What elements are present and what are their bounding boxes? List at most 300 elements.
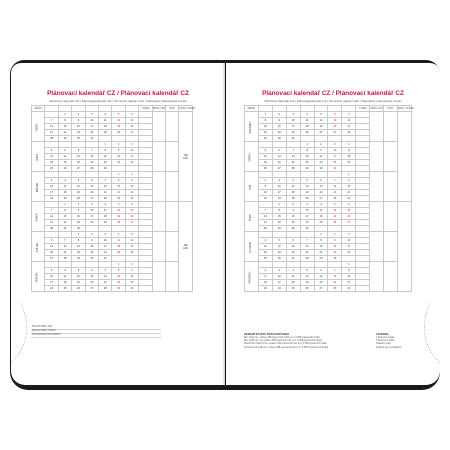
day-cell: 19 xyxy=(272,250,286,256)
day-cell: 20 xyxy=(314,190,328,196)
day-cell: 21 xyxy=(99,190,112,196)
month-label xyxy=(32,172,45,202)
day-cell: 22 xyxy=(314,250,328,256)
day-cell: 6 xyxy=(272,148,286,154)
day-cell: 3 xyxy=(85,112,98,118)
day-cell: 6 xyxy=(85,178,98,184)
hours-cell xyxy=(166,232,179,262)
day-cell: 20 xyxy=(272,160,286,166)
day-cell: 12 xyxy=(300,274,314,280)
day-cell: 6 xyxy=(72,148,85,154)
day-cell: 19 xyxy=(72,280,85,286)
day-cell: 7 xyxy=(286,148,300,154)
day-cell: 13 xyxy=(85,274,98,280)
day-cell: 14 xyxy=(45,214,58,220)
day-cell: 5 xyxy=(112,202,125,208)
day-cell: 7 xyxy=(85,148,98,154)
day-cell: 11 xyxy=(58,274,71,280)
quarter-value: 488 xyxy=(183,153,188,157)
day-cell: 4 xyxy=(58,268,71,274)
day-cell: 9 xyxy=(328,238,342,244)
day-cell: 22 xyxy=(272,220,286,226)
hours-cell xyxy=(166,262,179,292)
day-cell: 7 xyxy=(328,268,342,274)
day-cell: 26 xyxy=(314,130,328,136)
day-cell: 5 xyxy=(314,112,328,118)
day-cell: 25 xyxy=(286,196,300,202)
day-cell: 20 xyxy=(125,214,138,220)
month-name: LISTOPAD xyxy=(249,241,252,253)
day-cell: 26 xyxy=(300,286,314,292)
day-cell: 10 xyxy=(45,184,58,190)
day-cell: 25 xyxy=(99,220,112,226)
day-cell: 8 xyxy=(72,238,85,244)
day-cell: 29 xyxy=(314,256,328,262)
day-cell: 31 xyxy=(85,136,98,142)
day-cell: 25 xyxy=(99,130,112,136)
day-cell: 30 xyxy=(314,166,328,172)
day-cell: 1 xyxy=(258,112,272,118)
hours-cell xyxy=(166,202,179,232)
day-cell: 15 xyxy=(72,244,85,250)
day-cell: 12 xyxy=(72,274,85,280)
working-hours-notes xyxy=(244,333,364,350)
day-cell: 21 xyxy=(342,124,356,130)
day-cell: 21 xyxy=(328,190,342,196)
day-cell: 27 xyxy=(125,130,138,136)
day-cell: 18 xyxy=(258,250,272,256)
day-cell: 22 xyxy=(112,280,125,286)
day-cell: 8 xyxy=(258,118,272,124)
month-name: SRPEN xyxy=(249,153,252,161)
day-cell: 30 xyxy=(328,256,342,262)
column-header: TÝDEN xyxy=(139,106,152,112)
day-cell: 12 xyxy=(58,154,71,160)
day-cell: 20 xyxy=(342,214,356,220)
day-cell: 12 xyxy=(125,238,138,244)
month-label xyxy=(32,262,45,292)
day-cell: 13 xyxy=(272,154,286,160)
work-days-cell xyxy=(152,112,165,142)
day-cell: 3 xyxy=(272,178,286,184)
day-cell: 10 xyxy=(85,118,98,124)
day-cell: 2 xyxy=(125,172,138,178)
column-header: PRAC. HODIN xyxy=(397,107,414,110)
day-cell: 13 xyxy=(125,208,138,214)
day-cell: 11 xyxy=(58,184,71,190)
day-cell: 4 xyxy=(45,148,58,154)
work-days-cell xyxy=(152,202,165,232)
day-cell: 11 xyxy=(314,208,328,214)
month-name: ŘÍJEN xyxy=(249,213,252,221)
day-cell: 23 xyxy=(72,130,85,136)
day-cell: 19 xyxy=(112,214,125,220)
day-cell: 29 xyxy=(342,286,356,292)
day-cell: 16 xyxy=(112,154,125,160)
day-cell: 19 xyxy=(72,190,85,196)
day-cell: 4 xyxy=(286,268,300,274)
day-cell: 26 xyxy=(272,256,286,262)
day-cell: 31 xyxy=(286,136,300,142)
day-cell: 6 xyxy=(314,268,328,274)
quarter-hours-cell xyxy=(397,112,411,202)
day-cell: 18 xyxy=(314,214,328,220)
day-cell: 10 xyxy=(45,274,58,280)
day-cell: 23 xyxy=(314,160,328,166)
day-cell: 12 xyxy=(258,154,272,160)
day-cell: 27 xyxy=(45,256,58,262)
day-cell: 6 xyxy=(314,178,328,184)
day-cell: 8 xyxy=(58,118,71,124)
day-cell: 14 xyxy=(99,184,112,190)
day-cell: 20 xyxy=(286,250,300,256)
day-cell: 18 xyxy=(45,160,58,166)
day-cell: 16 xyxy=(272,124,286,130)
day-cell: 31 xyxy=(300,226,314,232)
column-header: MĚSÍC xyxy=(245,106,259,112)
day-cell: 8 xyxy=(300,148,314,154)
day-cell: 24 xyxy=(328,160,342,166)
day-cell: 14 xyxy=(286,154,300,160)
day-cell: 15 xyxy=(300,154,314,160)
day-cell: 22 xyxy=(112,190,125,196)
day-cell: 30 xyxy=(125,196,138,202)
decorative-dots-right xyxy=(380,293,440,383)
day-cell: 26 xyxy=(258,166,272,172)
day-cell: 27 xyxy=(314,196,328,202)
day-cell: 13 xyxy=(45,244,58,250)
day-cell: 31 xyxy=(99,256,112,262)
day-cell: 23 xyxy=(328,250,342,256)
column-header: TÝDEN xyxy=(356,106,370,112)
day-cell: 25 xyxy=(112,250,125,256)
month-name: LEDEN xyxy=(36,123,39,131)
day-cell: 25 xyxy=(314,220,328,226)
quarter-hours-cell xyxy=(179,202,193,292)
day-cell: 10 xyxy=(328,148,342,154)
month-name: ČERVEN xyxy=(36,272,39,282)
day-cell: 8 xyxy=(112,268,125,274)
day-cell: 21 xyxy=(328,280,342,286)
day-cell: 29 xyxy=(300,166,314,172)
hours-cell xyxy=(384,172,398,202)
day-cell: 2 xyxy=(125,262,138,268)
day-cell: 7 xyxy=(300,238,314,244)
day-cell: 5 xyxy=(58,148,71,154)
day-cell: 11 xyxy=(286,184,300,190)
day-cell: 29 xyxy=(72,256,85,262)
day-cell: 9 xyxy=(286,208,300,214)
day-cell: 10 xyxy=(286,118,300,124)
hours-cell xyxy=(166,172,179,202)
day-cell: 8 xyxy=(342,178,356,184)
legend-item: 1 Pracovní neděle xyxy=(376,340,395,343)
day-cell: 27 xyxy=(342,220,356,226)
day-cell: 19 xyxy=(58,160,71,166)
work-days-cell xyxy=(370,112,384,142)
legend-heading: LEGENDA xyxy=(376,333,389,336)
day-cell: 22 xyxy=(258,130,272,136)
day-cell: 17 xyxy=(99,244,112,250)
day-cell: 3 xyxy=(125,142,138,148)
day-cell: 29 xyxy=(258,136,272,142)
day-cell: 8 xyxy=(272,208,286,214)
day-cell: 29 xyxy=(342,196,356,202)
month-label xyxy=(245,112,259,142)
day-cell: 22 xyxy=(300,160,314,166)
day-cell: 1 xyxy=(112,172,125,178)
work-days-cell xyxy=(152,262,165,292)
day-cell: 21 xyxy=(300,250,314,256)
calendar-table-h2 xyxy=(244,105,412,292)
day-cell: 21 xyxy=(45,130,58,136)
day-cell: 17 xyxy=(85,124,98,130)
day-cell: 9 xyxy=(85,238,98,244)
day-cell: 17 xyxy=(328,154,342,160)
column-header: PRAC. DNÍ xyxy=(152,107,165,110)
day-cell: 6 xyxy=(342,202,356,208)
day-cell: 19 xyxy=(258,160,272,166)
day-cell: 28 xyxy=(328,196,342,202)
day-cell: 9 xyxy=(72,118,85,124)
day-cell: 7 xyxy=(342,112,356,118)
month-label xyxy=(32,232,45,262)
month-name: PROSINEC xyxy=(249,271,252,283)
day-cell: 27 xyxy=(286,256,300,262)
summary-label: PRACOVNÍCH HODIN xyxy=(31,329,161,333)
day-cell: 30 xyxy=(72,226,85,232)
work-days-cell xyxy=(370,172,384,202)
day-cell: 14 xyxy=(342,118,356,124)
day-cell: 16 xyxy=(85,244,98,250)
day-cell: 27 xyxy=(328,130,342,136)
day-cell: 15 xyxy=(272,214,286,220)
day-cell: 1 xyxy=(342,262,356,268)
day-cell: 17 xyxy=(272,280,286,286)
day-cell: 23 xyxy=(112,160,125,166)
hours-cell xyxy=(166,142,179,172)
day-cell: 11 xyxy=(99,118,112,124)
day-cell: 4 xyxy=(300,112,314,118)
day-cell: 24 xyxy=(99,250,112,256)
day-cell: 23 xyxy=(85,250,98,256)
day-cell: 11 xyxy=(300,118,314,124)
summary-label: ČISTÉ PRACOVNÍ HODINY xyxy=(31,333,161,337)
day-cell: 25 xyxy=(286,286,300,292)
day-cell: 3 xyxy=(99,232,112,238)
day-cell: 3 xyxy=(272,268,286,274)
legend-item: 1 Pracovní svátek xyxy=(376,337,395,339)
hours-cell xyxy=(384,232,398,262)
calendar-table-h1 xyxy=(31,105,196,292)
day-cell: 18 xyxy=(342,154,356,160)
day-cell: 31 xyxy=(328,166,342,172)
day-cell: 19 xyxy=(300,190,314,196)
day-cell: 17 xyxy=(125,154,138,160)
right-page xyxy=(226,63,440,385)
month-label xyxy=(245,232,259,262)
day-cell: 26 xyxy=(58,166,71,172)
day-cell: 22 xyxy=(342,280,356,286)
day-cell: 22 xyxy=(58,220,71,226)
day-cell: 15 xyxy=(258,124,272,130)
day-cell: 9 xyxy=(314,148,328,154)
day-cell: 11 xyxy=(342,148,356,154)
month-name: KVĚTEN xyxy=(36,242,39,252)
day-cell: 19 xyxy=(328,214,342,220)
day-cell: 15 xyxy=(112,274,125,280)
month-name: DUBEN xyxy=(36,212,39,222)
day-cell: 26 xyxy=(300,196,314,202)
day-cell: 13 xyxy=(314,274,328,280)
day-cell: 12 xyxy=(72,184,85,190)
day-cell: 2 xyxy=(286,202,300,208)
day-cell: 15 xyxy=(342,184,356,190)
day-cell: 18 xyxy=(58,190,71,196)
day-cell: 7 xyxy=(99,268,112,274)
day-cell: 2 xyxy=(72,112,85,118)
day-cell: 24 xyxy=(286,130,300,136)
work-days-cell xyxy=(370,262,384,292)
day-cell: 6 xyxy=(328,112,342,118)
day-cell: 10 xyxy=(85,208,98,214)
day-cell: 19 xyxy=(125,244,138,250)
day-cell: 7 xyxy=(328,178,342,184)
quarter-value: 488 xyxy=(183,243,188,247)
work-days-cell xyxy=(152,232,165,262)
day-cell: 20 xyxy=(45,250,58,256)
day-cell: 30 xyxy=(286,226,300,232)
day-cell: 19 xyxy=(300,280,314,286)
day-cell: 27 xyxy=(125,220,138,226)
day-cell: 12 xyxy=(328,208,342,214)
day-cell: 23 xyxy=(272,130,286,136)
day-cell: 2 xyxy=(72,202,85,208)
day-cell: 13 xyxy=(342,208,356,214)
day-cell: 12 xyxy=(112,118,125,124)
day-cell: 20 xyxy=(85,190,98,196)
day-cell: 8 xyxy=(342,268,356,274)
day-cell: 13 xyxy=(286,244,300,250)
day-cell: 9 xyxy=(72,208,85,214)
day-cell: 4 xyxy=(112,232,125,238)
day-cell: 25 xyxy=(342,160,356,166)
day-cell: 28 xyxy=(300,256,314,262)
work-days-cell xyxy=(152,172,165,202)
day-cell: 30 xyxy=(272,136,286,142)
day-cell: 7 xyxy=(258,208,272,214)
day-cell: 10 xyxy=(342,238,356,244)
day-cell: 17 xyxy=(342,244,356,250)
day-cell: 3 xyxy=(328,142,342,148)
day-cell: 17 xyxy=(286,124,300,130)
day-cell: 17 xyxy=(272,190,286,196)
day-cell: 16 xyxy=(286,214,300,220)
day-cell: 4 xyxy=(286,178,300,184)
day-cell: 4 xyxy=(99,202,112,208)
day-cell: 1 xyxy=(58,112,71,118)
day-cell: 12 xyxy=(272,244,286,250)
work-days-cell xyxy=(370,202,384,232)
month-name: BŘEZEN xyxy=(36,182,39,192)
month-name: ČERVENEC xyxy=(249,120,252,134)
quarter-hours-cell xyxy=(179,112,193,202)
day-cell: 3 xyxy=(45,268,58,274)
day-cell: 29 xyxy=(99,166,112,172)
column-header: HOD. xyxy=(166,106,179,112)
work-days-cell xyxy=(370,142,384,172)
day-cell: 7 xyxy=(99,178,112,184)
day-cell: 21 xyxy=(85,160,98,166)
page-subtitle: Planning calendar CZ | Planungskalender CZ | Tervezési naptár cseh | Kalendarz planowania czeski xyxy=(49,99,187,103)
day-cell: 25 xyxy=(45,166,58,172)
day-cell: 24 xyxy=(85,130,98,136)
day-cell: 24 xyxy=(342,250,356,256)
day-cell: 27 xyxy=(314,286,328,292)
day-cell: 4 xyxy=(58,178,71,184)
page-title: Plánovací kalendář CZ / Plánovací kalendář CZ xyxy=(47,90,189,97)
day-cell: 18 xyxy=(99,214,112,220)
day-cell: 11 xyxy=(45,154,58,160)
day-cell: 2 xyxy=(314,142,328,148)
day-cell: 28 xyxy=(258,226,272,232)
day-cell: 8 xyxy=(99,148,112,154)
note-line: 8 pracovních hodin mc. celkem 488 pracovních dní (v 2. 9 368 8 pracovních hodin) xyxy=(244,346,329,349)
day-cell: 25 xyxy=(58,196,71,202)
day-cell: 18 xyxy=(99,124,112,130)
legend-item: Sváteční volno xyxy=(376,343,392,346)
day-cell: 20 xyxy=(72,160,85,166)
day-cell: 23 xyxy=(72,220,85,226)
day-cell: 1 xyxy=(342,172,356,178)
day-cell: 14 xyxy=(85,154,98,160)
day-cell: 3 xyxy=(300,202,314,208)
day-cell: 1 xyxy=(112,262,125,268)
day-cell: 5 xyxy=(258,148,272,154)
day-cell: 21 xyxy=(45,220,58,226)
day-cell: 18 xyxy=(286,190,300,196)
day-cell: 17 xyxy=(45,190,58,196)
day-cell: 3 xyxy=(85,202,98,208)
day-cell: 28 xyxy=(58,256,71,262)
day-cell: 5 xyxy=(72,178,85,184)
decorative-dots-left xyxy=(11,293,71,383)
day-cell: 3 xyxy=(45,178,58,184)
day-cell: 10 xyxy=(272,184,286,190)
day-cell: 13 xyxy=(328,118,342,124)
day-cell: 2 xyxy=(112,142,125,148)
page-title: Plánovací kalendář CZ / Plánovací kalendář CZ xyxy=(262,90,404,97)
day-cell: 10 xyxy=(125,148,138,154)
month-label xyxy=(32,142,45,172)
day-cell: 8 xyxy=(314,238,328,244)
day-cell: 13 xyxy=(314,184,328,190)
day-cell: 2 xyxy=(272,112,286,118)
day-cell: 18 xyxy=(58,280,71,286)
day-cell: 14 xyxy=(258,214,272,220)
day-cell: 11 xyxy=(112,238,125,244)
month-label xyxy=(245,172,259,202)
day-cell: 2 xyxy=(328,232,342,238)
hours-cell xyxy=(384,112,398,142)
work-days-cell xyxy=(370,232,384,262)
month-label xyxy=(245,262,259,292)
work-days-cell xyxy=(152,142,165,172)
legend-item: Celkové dny ve statistice xyxy=(376,346,402,349)
day-cell: 13 xyxy=(85,184,98,190)
day-cell: 20 xyxy=(85,280,98,286)
column-header: MĚSÍC xyxy=(32,106,45,112)
